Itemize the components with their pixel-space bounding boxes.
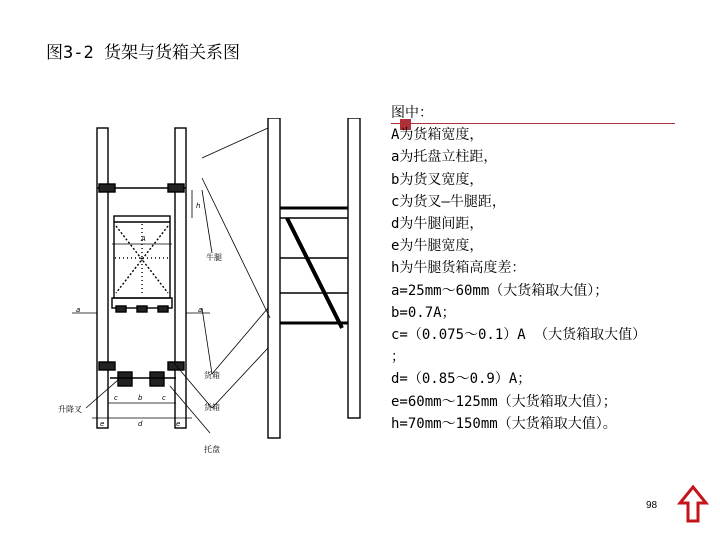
label-shengjiangcha: 升降叉 bbox=[58, 405, 82, 414]
legend-line: c为货叉—牛腿距， bbox=[391, 193, 506, 210]
left-column bbox=[97, 128, 108, 428]
legend-line: d为牛腿间距， bbox=[391, 216, 484, 233]
dim-d: d bbox=[138, 420, 143, 428]
fork-left bbox=[118, 372, 132, 386]
niutui-right-upper bbox=[168, 184, 184, 192]
perspective-column-left bbox=[268, 118, 280, 438]
dim-c-left: c bbox=[114, 394, 118, 402]
niutui-right-lower bbox=[168, 362, 184, 370]
page-number: 98 bbox=[646, 500, 658, 511]
legend-line: 图中： bbox=[391, 105, 433, 121]
legend-line: d=（0.85～0.9）A； bbox=[391, 371, 532, 388]
niutui-left-upper bbox=[99, 184, 115, 192]
legend-line: b为货叉宽度， bbox=[391, 171, 484, 188]
legend-line: e为牛腿宽度， bbox=[391, 238, 484, 255]
legend-text bbox=[391, 102, 646, 435]
dim-b: b bbox=[138, 394, 143, 402]
dim-h: h bbox=[196, 202, 201, 210]
perspective-column-right bbox=[348, 118, 360, 418]
dim-A: A bbox=[141, 235, 146, 243]
dim-e-left: e bbox=[100, 420, 105, 428]
slide-title: 图3-2 货架与货箱关系图 bbox=[46, 43, 240, 63]
label-niutui: 牛腿 bbox=[206, 253, 222, 262]
dim-e-right: e bbox=[176, 420, 181, 428]
legend-line: h=70mm～150mm（大货箱取大值）。 bbox=[391, 415, 617, 432]
legend-line: b=0.7A； bbox=[391, 304, 456, 321]
rack-drawing bbox=[52, 118, 382, 448]
niutui-left-lower bbox=[99, 362, 115, 370]
legend-line: c=（0.075～0.1）A （大货箱取大值） bbox=[391, 327, 647, 344]
dim-c-right: c bbox=[162, 394, 166, 402]
right-column bbox=[175, 128, 186, 428]
legend-line: ； bbox=[391, 349, 405, 366]
legend-line: h为牛腿货箱高度差： bbox=[391, 260, 526, 277]
legend-line: A为货箱宽度， bbox=[391, 127, 484, 144]
up-arrow-icon[interactable] bbox=[677, 484, 709, 528]
legend-line: a为托盘立柱距， bbox=[391, 149, 498, 166]
fork-right bbox=[150, 372, 164, 386]
label-huoxiang-2: 货箱 bbox=[204, 403, 220, 412]
label-huoxiang-1: 货箱 bbox=[204, 371, 220, 380]
dim-a-left: a bbox=[76, 306, 81, 314]
legend-line: a=25mm～60mm（大货箱取大值）； bbox=[391, 282, 609, 299]
label-tuopan: 托盘 bbox=[204, 445, 220, 454]
legend-line: e=60mm～125mm（大货箱取大值）； bbox=[391, 393, 617, 410]
dim-a-right: a bbox=[198, 306, 203, 314]
